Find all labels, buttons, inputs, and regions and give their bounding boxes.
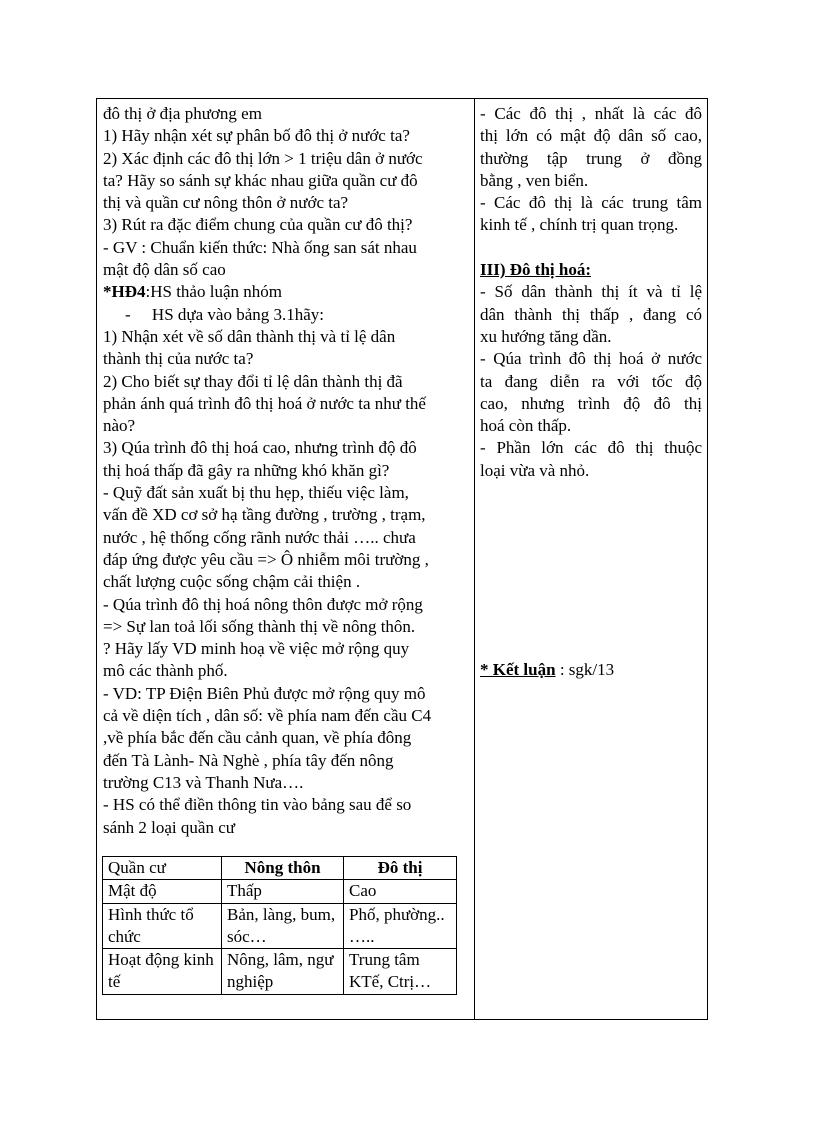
table-header-cell: Nông thôn [222,857,344,880]
text-line: đô thị ở địa phương em [103,104,262,123]
bullet-text: HS dựa vào bảng 3.1hãy: [151,304,325,324]
table-cell: Phố, phường.. ….. [344,903,457,949]
text-line: - Qúa trình đô thị hoá ở nước [480,349,702,369]
text-line: 1) Nhận xét về số dân thành thị và tỉ lệ dân [103,326,396,346]
text-line: trường C13 và Thanh Nưa…. [103,772,304,792]
text-line: ta đang diễn ra với tốc độ [480,371,702,391]
text-line: - Quỹ đất sản xuất bị thu hẹp, thiếu việc làm, [103,483,409,503]
text-line: nào? [103,416,136,436]
text-line: ? Hãy lấy VD minh hoạ về việc mở rộng quy [103,639,410,659]
comparison-table [102,856,457,995]
text-line: thị và quần cư nông thôn ở nước ta? [103,193,349,213]
text-line: - Các đô thị , nhất là các đô [480,104,702,123]
bullet-item [103,304,469,326]
conclusion [480,659,702,681]
spacer [480,237,702,259]
text-line: 3) Qúa trình đô thị hoá cao, nhưng trình độ đô [103,438,417,458]
text-line: 3) Rút ra đặc điểm chung của quần cư đô thị? [103,215,413,235]
table-header-cell: Quần cư [103,857,222,880]
text-line: thành thị của nước ta? [103,349,254,369]
activity-text: :HS thảo luận nhóm [145,282,282,302]
text-line: đáp ứng được yêu cầu => Ô nhiễm môi trường , [103,549,429,569]
table-cell: Bản, làng, bum, sóc… [222,903,344,949]
table-cell: Mật độ [103,880,222,903]
text-line: - VD: TP Điện Biên Phủ được mở rộng quy mô [103,683,426,703]
text-line: dân thành thị thấp , đang có [480,304,702,324]
text-line: nước , hệ thống cống rãnh nước thải ….. chưa [103,527,416,547]
text-line: - Các đô thị là các trung tâm [480,193,702,213]
text-line: thị lớn có mật độ dân số cao, [480,126,702,146]
table-cell: Cao [344,880,457,903]
text-line: mô các thành phố. [103,661,228,681]
activity-column [103,103,469,839]
text-line: => Sự lan toả lối sống thành thị về nông thôn. [103,616,416,636]
text-line: thường tập trung ở đồng [480,148,702,168]
table-cell: Hình thức tổ chức [103,903,222,949]
column-divider [474,99,475,1019]
text-line: phản ánh quá trình đô thị hoá ở nước ta như thế [103,393,426,413]
text-line: - Qúa trình đô thị hoá nông thôn được mở rộng [103,594,423,614]
conclusion-label: * Kết luận [480,660,556,680]
text-line: cao, nhưng trình độ đô thị [480,393,702,413]
section-title: III) Đô thị hoá: [480,260,591,280]
table-cell: Hoạt động kinh tế [103,949,222,995]
text-line: 2) Xác định các đô thị lớn > 1 triệu dân ở nước [103,148,423,168]
text-line: vấn đề XD cơ sở hạ tầng đường , trường , trạm, [103,505,426,525]
text-line: bằng , ven biển. [480,170,589,190]
text-line: 2) Cho biết sự thay đổi tỉ lệ dân thành thị đã [103,371,403,391]
text-line: - HS có thể điền thông tin vào bảng sau để so [103,795,412,815]
activity-heading [103,281,469,303]
text-line: kinh tế , chính trị quan trọng. [480,215,679,235]
spacer [480,482,702,659]
table-row [103,949,457,995]
text-line: ,về phía bắc đến cầu cảnh quan, về phía đông [103,728,412,748]
bullet-dash: - [125,304,152,324]
text-line: mật độ dân số cao [103,260,226,280]
text-line: thị hoá thấp đã gây ra những khó khăn gì? [103,460,390,480]
table-row [103,880,457,903]
text-line: loại vừa và nhỏ. [480,460,590,480]
text-line: - Số dân thành thị ít và tỉ lệ [480,282,702,302]
text-line: hoá còn thấp. [480,416,572,436]
table-cell: Thấp [222,880,344,903]
table-header-row [103,857,457,880]
table-cell: Trung tâm KTế, Ctrị… [344,949,457,995]
text-line: - GV : Chuẩn kiến thức: Nhà ống san sát nhau [103,237,417,257]
content-column [480,103,702,681]
text-line: sánh 2 loại quần cư [103,817,235,837]
text-line: xu hướng tăng dần. [480,326,612,346]
text-line: cả về diện tích , dân số: về phía nam đến cầu C4 [103,706,432,726]
table-header-cell: Đô thị [344,857,457,880]
activity-label: *HĐ4 [103,282,146,302]
lesson-table [96,98,708,1020]
text-line: đến Tà Lành- Nà Nghè , phía tây đến nông [103,750,394,770]
text-line: ta? Hãy so sánh sự khác nhau giữa quần cư đô [103,170,418,190]
table-cell: Nông, lâm, ngư nghiệp [222,949,344,995]
table-row [103,903,457,949]
text-line: chất lượng cuộc sống chậm cải thiện . [103,572,361,592]
text-line: 1) Hãy nhận xét sự phân bố đô thị ở nước ta? [103,126,410,146]
text-line: - Phần lớn các đô thị thuộc [480,438,702,458]
conclusion-text: : sgk/13 [555,660,615,680]
